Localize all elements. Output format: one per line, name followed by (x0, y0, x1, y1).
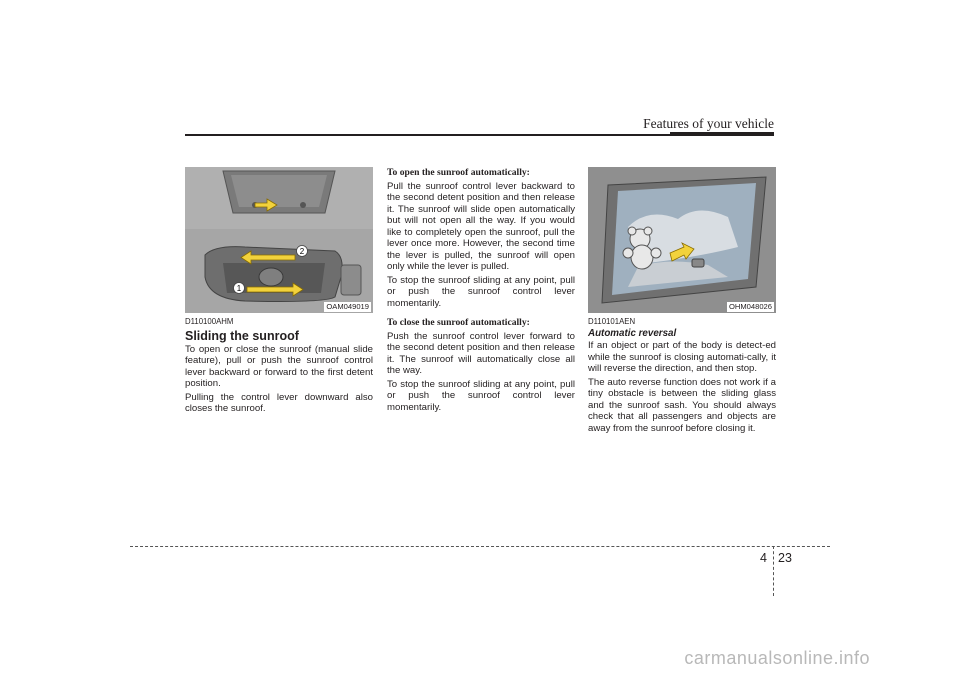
subheading-close: To close the sunroof automatically: (387, 317, 530, 328)
page-header-title: Features of your vehicle (643, 116, 774, 131)
column-2 (387, 167, 575, 415)
body-paragraph: Pulling the control lever downward also closes the sunroof. (185, 391, 373, 414)
doc-code: D110101AEN (588, 317, 636, 326)
body-paragraph: Pull the sunroof control lever backward to the second detent position and then release it. The sunroof will slide open automatically but will not open all the way. If you would like to completely open the sunroof, pull the lever once more. However, the second time the lever is pulled, the sunroof will open only while the lever is pulled. (387, 180, 575, 272)
doc-code: D110100AHM (185, 317, 234, 326)
callout-1: 1 (236, 284, 242, 293)
figure-code: OAM049019 (326, 302, 369, 311)
body-paragraph: To open or close the sunroof (manual slide feature), pull or push the sunroof control lever backward or forward to the first detent position. (185, 343, 373, 389)
body-paragraph: To stop the sunroof sliding at any point, pull or push the sunroof control lever momentarily. (387, 274, 575, 309)
column-1 (185, 167, 373, 417)
column-3 (588, 167, 776, 436)
chapter-number: 4 (760, 551, 767, 565)
figure-auto-reversal (588, 167, 776, 313)
auto-reversal-illustration (588, 167, 776, 313)
callout-2: 2 (299, 247, 305, 256)
body-paragraph: Push the sunroof control lever forward to the second detent position and then release it. The sunroof will automatically close all the way. (387, 330, 575, 376)
footer-rule (130, 546, 830, 547)
figure-code: OHM048026 (728, 302, 772, 311)
body-paragraph: The auto reverse function does not work if a tiny obstacle is between the sliding glass and the sunroof sash. You should always check that all passengers and objects are away from the sunroof before closing it. (588, 376, 776, 434)
header-rule-accent (670, 132, 774, 136)
figure-sunroof-lever (185, 167, 373, 313)
page-number: 23 (778, 551, 792, 565)
sunroof-lever-illustration (185, 167, 373, 313)
footer-divider (773, 546, 774, 596)
body-paragraph: If an object or part of the body is detect-ed while the sunroof is closing automati-cally, it will reverse the direction, and then stop. (588, 340, 776, 374)
body-paragraph: To stop the sunroof sliding at any point, pull or push the sunroof control lever momentarily. (387, 378, 575, 413)
section-heading: Automatic reversal (588, 327, 677, 339)
watermark: carmanualsonline.info (684, 648, 870, 668)
section-heading: Sliding the sunroof (185, 328, 299, 343)
subheading-open: To open the sunroof automatically: (387, 167, 530, 178)
